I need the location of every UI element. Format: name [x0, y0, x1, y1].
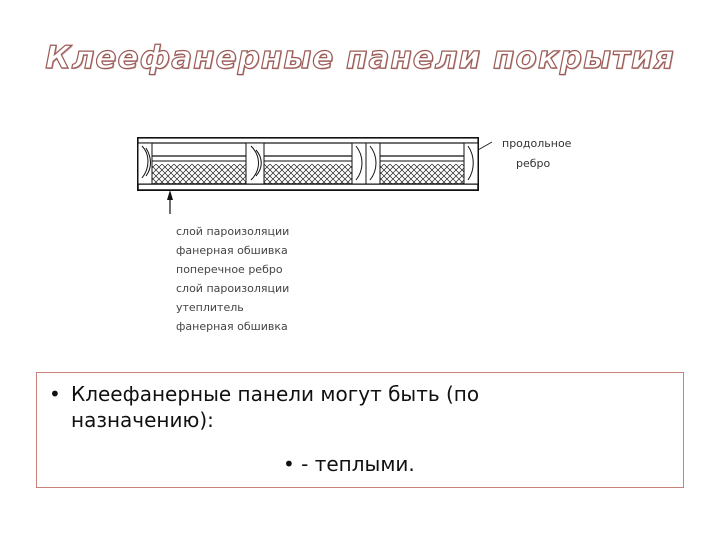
layer-legend — [176, 222, 289, 336]
main-bullet-text: Клеефанерные панели могут быть (по назначению): — [71, 382, 480, 432]
bullet-icon: • — [49, 382, 61, 406]
rib-leader-line — [478, 142, 492, 150]
legend-item: фанерная обшивка — [176, 320, 288, 333]
rib-callout-line2: ребро — [516, 157, 551, 170]
sub-bullet-icon: • — [283, 452, 295, 476]
end-rib-left — [138, 143, 152, 184]
legend-item: слой пароизоляции — [176, 225, 290, 238]
legend-item: слой пароизоляции — [176, 282, 290, 295]
page-title: Клеефанерные панели покрытия — [45, 40, 675, 76]
double-rib — [352, 143, 380, 184]
bottom-plywood-skin — [138, 184, 478, 190]
content-textbox[interactable] — [36, 372, 684, 488]
main-bullet — [49, 381, 591, 433]
insulation-layer — [150, 164, 466, 184]
top-plywood-skin — [138, 138, 478, 143]
rib-callout-line1: продольное — [502, 137, 572, 150]
sub-bullet-text: - теплыми. — [301, 452, 415, 476]
legend-item: утеплитель — [176, 301, 244, 314]
panel-section-drawing — [120, 128, 500, 220]
layer-pointer-arrow — [167, 190, 173, 214]
end-rib-right — [464, 143, 478, 184]
legend-item: поперечное ребро — [176, 263, 283, 276]
middle-rib — [246, 143, 264, 184]
sub-bullet — [283, 451, 415, 477]
legend-item: фанерная обшивка — [176, 244, 288, 257]
